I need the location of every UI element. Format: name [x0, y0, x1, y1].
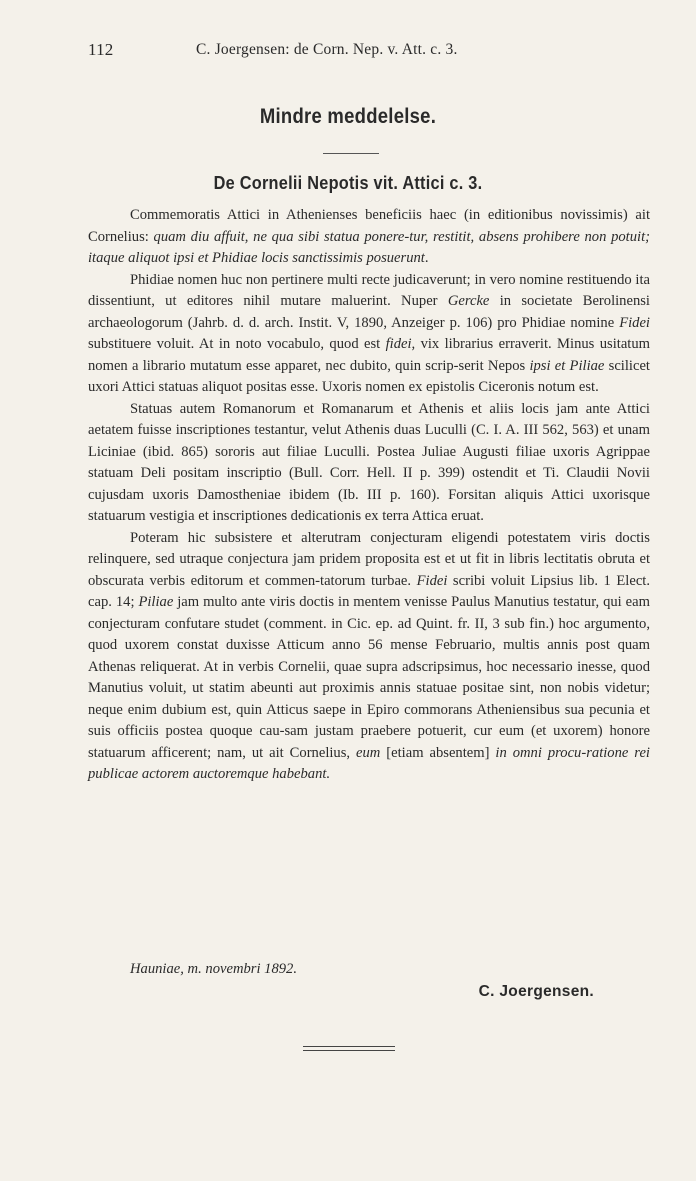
running-title: C. Joergensen: de Corn. Nep. v. Att. c. 3. — [196, 41, 458, 58]
emphasis-italic: eum — [356, 744, 381, 761]
text-segment: substituere voluit. At in noto vocabulo, quod est — [88, 336, 386, 352]
quotation-italic: in omni procu-ratione rei publicae actorem auctoremque habebant. — [88, 744, 650, 782]
article-body — [88, 205, 650, 786]
divider-rule — [323, 153, 379, 154]
article-title: De Cornelii Nepotis vit. Attici c. 3. — [213, 172, 483, 193]
text-segment: in societate Berolinensi archaeologorum (Jahrb. d. d. arch. Instit. V, 1890, Anzeiger p. 106) pro Phidiae nomine — [88, 293, 650, 331]
author-name-italic: Gercke — [447, 293, 490, 309]
text-segment: scribi voluit Lipsius lib. 1 Elect. cap. 14; — [88, 572, 651, 610]
emphasis-italic: fidei, — [385, 336, 416, 352]
text-segment: Commemoratis Attici in Athenienses beneficiis haec (in editionibus novissimis) ait Cornelius: — [88, 207, 650, 245]
text-segment: scilicet uxori Attici statuas aliquot positas esse. Uxoris nomen ex epistolis Ciceronis notum est. — [88, 357, 650, 395]
text-segment: jam multo ante viris doctis in mentem venisse Paulus Manutius testatur, qui eam conjecturam confutare studet (comment. in Cic. ep. ad Quint. fr. II, 3 sub fin.) hoc argumento, quod uxorem constat duxisse Atticum anno 56 mense Februario, multis annis post quam Athenas reliquerat. At in verbis Cornelii, quae supra adscripsimus, hoc necessario inesse, quod Manutius voluit, ut statim abeunti aut proximis annis statuae positae sint, non nobis videtur; neque enim dubium est, quin Atticus saepe in Epiro commorans Atheniensibus sua pecunia et suis officiis postea quoque cau-sam justam praebere potuerit, cur eum (et uxorem) honore statuarum afficerent; nam, ut ait Cornelius, — [88, 594, 650, 761]
section-title: Mindre meddelelse. — [259, 105, 437, 128]
text-segment: Poteram hic subsistere et alterutram conjecturam eligendi potestatem viris doctis relinquere, sed utraque conjectura jam pridem proposita est et ut fit in libris lectitatis obruta et obscurata verbis editorum et commen-tatorum turbae. — [88, 529, 650, 589]
text-segment: . — [424, 250, 429, 266]
emphasis-italic: Fidei — [416, 572, 448, 589]
dateline: Hauniae, m. novembri 1892. — [130, 961, 297, 977]
emphasis-italic: Fidei — [619, 314, 650, 331]
text-segment: [etiam absentem] — [380, 744, 496, 761]
signature: C. Joergensen. — [478, 983, 594, 1000]
emphasis-italic: Piliae — [138, 594, 174, 610]
page-number: 112 — [88, 40, 114, 59]
quotation-italic: quam diu affuit, ne qua sibi statua ponere-tur, restitit, absens prohibere non potuit; itaque aliquot ipsi et Phidiae locis sanctissimis posuerunt — [88, 228, 650, 266]
paragraph-3: Statuas autem Romanorum et Romanarum et Athenis et aliis locis jam ante Attici aetatem fuisse inscriptiones testantur, velut Athenis duas Luculli (C. I. A. III 562, 563) et unam Liciniae (ibid. 865) sororis aut filiae Luculli. Postea Juliae Augusti filiae uxoris Agrippae statuam Deli positam inscriptio (Bull. Corr. Hell. II p. 399) ostendit et Ti. Claudii Novii cujusdam uxoris Damostheniae ibidem (Ib. III p. 160). Forsitan aliquis Attici uxorisque statuarum vestigia et inscriptiones dedicationis ex terra Attica eruat. — [88, 400, 650, 524]
paragraph-1 — [88, 205, 650, 270]
paragraph-4 — [88, 528, 650, 786]
end-rule — [303, 1046, 395, 1051]
text-segment: vix librarius erraverit. Minus usitatum nomen a librario mutatum esse apparet, nec dubito, quin scrip-serit Nepos — [88, 336, 650, 374]
text-segment: Phidiae nomen huc non pertinere multi recte judicaverunt; in vero nomine restituendo ita dissentiunt, ut editores nihil mutare maluerint. Nuper — [88, 271, 650, 309]
paragraph-2 — [88, 270, 650, 399]
emphasis-italic: ipsi et Piliae — [529, 357, 605, 374]
